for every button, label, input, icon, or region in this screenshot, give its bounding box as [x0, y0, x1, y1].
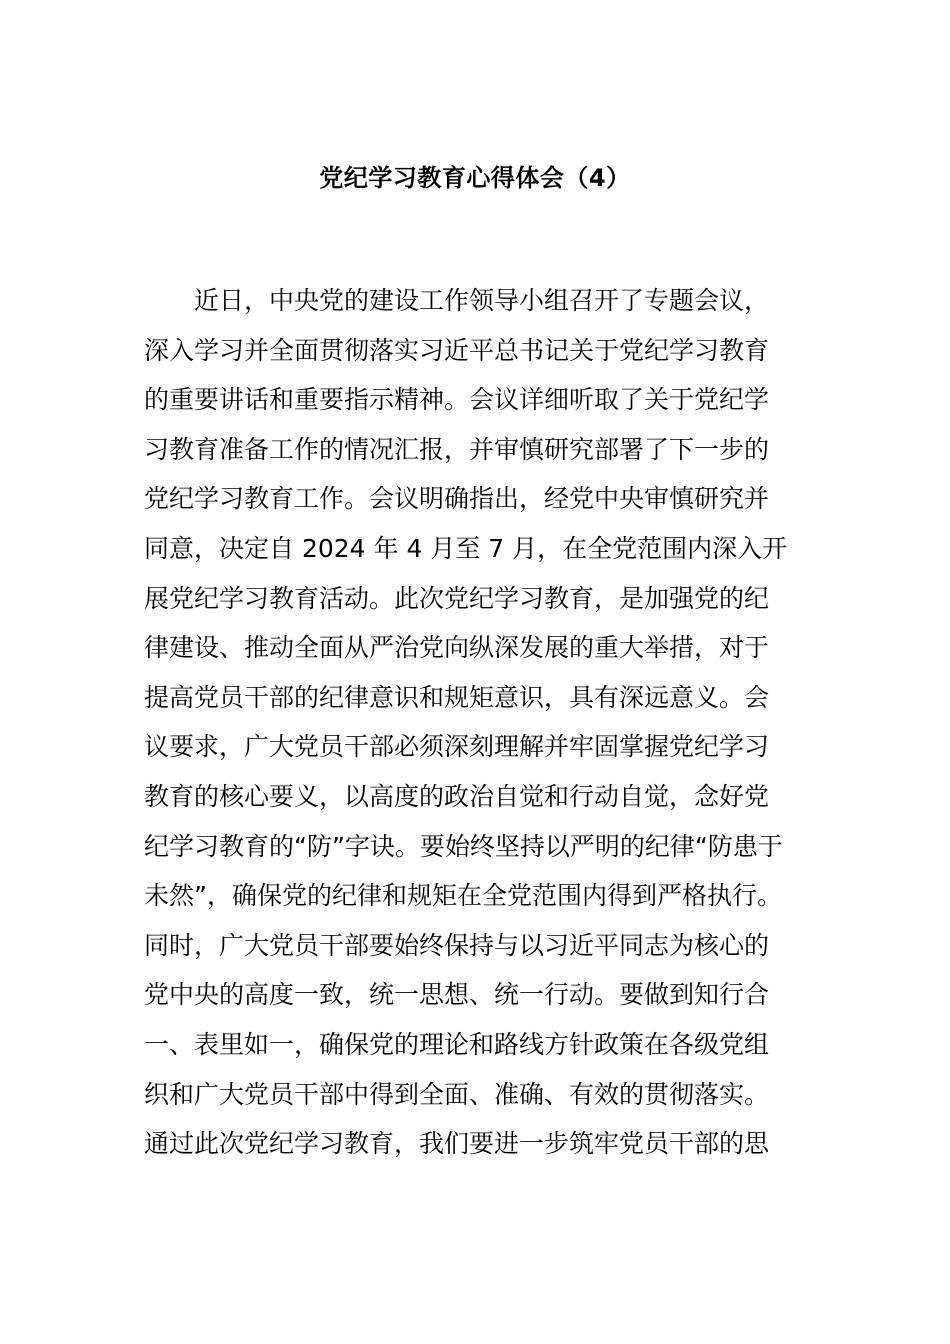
body-line: 纪学习教育的“防”字诀。要始终坚持以严明的纪律“防患于 [144, 831, 783, 861]
body-line: 通过此次党纪学习教育，我们要进一步筑牢党员干部的思 [144, 1129, 770, 1159]
body-line: 未然”，确保党的纪律和规矩在全党范围内得到严格执行。 [144, 881, 782, 911]
body-line: 教育的核心要义，以高度的政治自觉和行动自觉，念好党 [144, 781, 770, 811]
body-line: 党中央的高度一致，统一思想、统一行动。要做到知行合 [144, 980, 770, 1010]
body-line: 一、表里如一，确保党的理论和路线方针政策在各级党组 [144, 1029, 770, 1059]
body-line: 展党纪学习教育活动。此次党纪学习教育，是加强党的纪 [144, 583, 770, 613]
body-line: 律建设、推动全面从严治党向纵深发展的重大举措，对于 [144, 633, 770, 663]
body-line: 同意，决定自 2024 年 4 月至 7 月，在全党范围内深入开 [144, 533, 788, 563]
body-line: 党纪学习教育工作。会议明确指出，经党中央审慎研究并 [144, 484, 770, 514]
body-line: 习教育准备工作的情况汇报，并审慎研究部署了下一步的 [144, 434, 770, 464]
document-title: 党纪学习教育心得体会（4） [319, 164, 631, 192]
body-line: 织和广大党员干部中得到全面、准确、有效的贯彻落实。 [144, 1079, 770, 1109]
body-line: 提高党员干部的纪律意识和规矩意识，具有深远意义。会 [144, 682, 770, 712]
body-line: 同时，广大党员干部要始终保持与以习近平同志为核心的 [144, 930, 770, 960]
body-line: 的重要讲话和重要指示精神。会议详细听取了关于党纪学 [144, 385, 770, 415]
body-line: 深入学习并全面贯彻落实习近平总书记关于党纪学习教育 [144, 335, 770, 365]
body-line: 议要求，广大党员干部必须深刻理解并牢固掌握党纪学习 [144, 732, 770, 762]
body-line: 近日，中央党的建设工作领导小组召开了专题会议， [194, 286, 770, 315]
document-body [144, 276, 814, 1169]
